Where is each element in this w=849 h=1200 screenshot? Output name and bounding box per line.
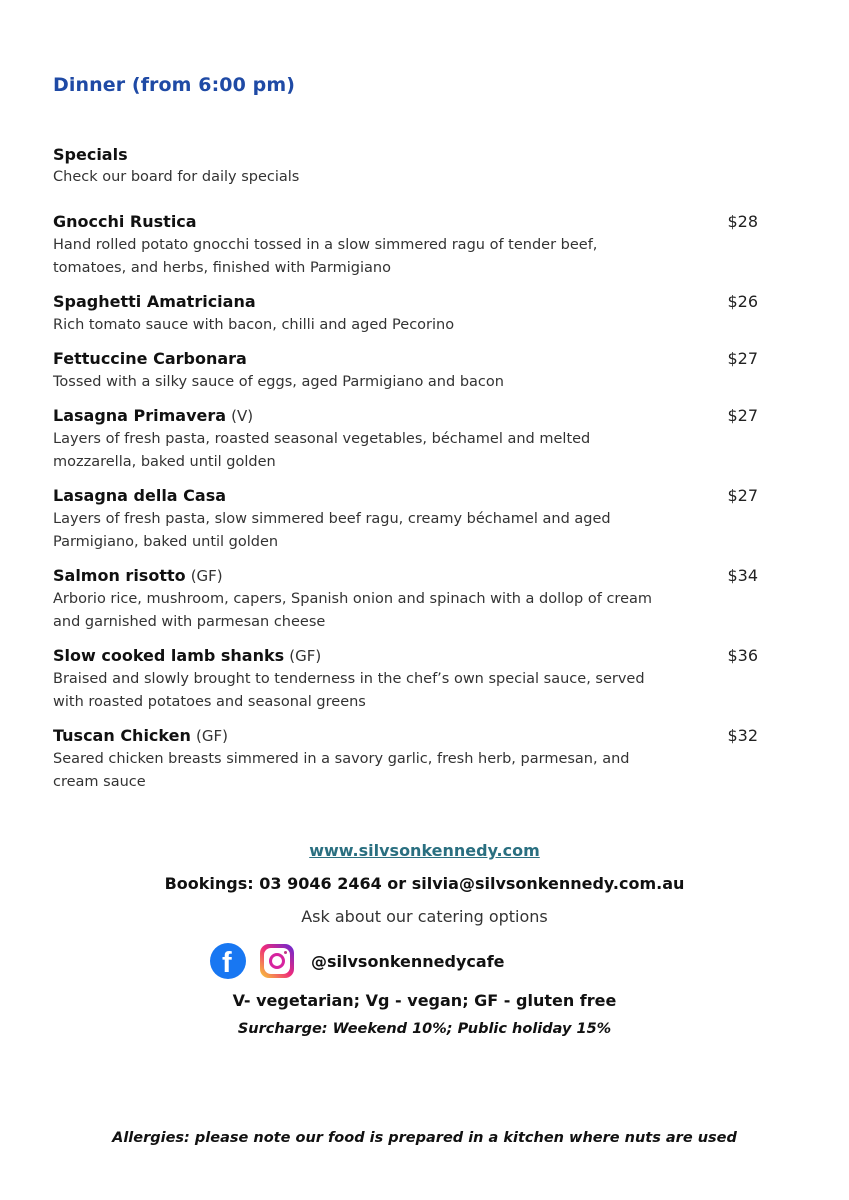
menu-item-name: Fettuccine Carbonara: [53, 349, 247, 368]
menu-item-tag: (GF): [195, 727, 228, 745]
menu-item-price: $32: [727, 726, 758, 745]
menu-item-name: Tuscan Chicken: [53, 726, 191, 745]
website-link[interactable]: www.silvsonkennedy.com: [309, 841, 540, 860]
specials-heading: Specials: [53, 145, 128, 164]
menu-item-price: $36: [727, 646, 758, 665]
menu-item: [53, 406, 758, 474]
menu-item-tag: (GF): [289, 647, 322, 665]
menu-item-description: Seared chicken breasts simmered in a savory garlic, fresh herb, parmesan, and cream sauce: [53, 751, 630, 790]
specials-description: Check our board for daily specials: [53, 169, 300, 185]
instagram-icon[interactable]: [260, 944, 294, 978]
menu-item: [53, 566, 758, 634]
menu-item-price: $27: [727, 486, 758, 505]
menu-item: [53, 486, 758, 554]
menu-item-price: $27: [727, 349, 758, 368]
dietary-legend: V- vegetarian; Vg - vegan; GF - gluten free: [232, 991, 617, 1010]
social-row: [210, 942, 505, 980]
bookings-info: Bookings: 03 9046 2464 or silvia@silvsonkennedy.com.au: [164, 874, 685, 893]
menu-item-description: Tossed with a silky sauce of eggs, aged Parmigiano and bacon: [53, 374, 504, 390]
menu-item-name: Spaghetti Amatriciana: [53, 292, 256, 311]
menu-item: [53, 349, 758, 394]
menu-item-description: Hand rolled potato gnocchi tossed in a slow simmered ragu of tender beef, tomatoes, and herbs, finished with Parmigiano: [53, 237, 598, 276]
allergies-note: Allergies: please note our food is prepared in a kitchen where nuts are used: [112, 1130, 737, 1146]
menu-item-price: $34: [727, 566, 758, 585]
menu-item: [53, 646, 758, 714]
menu-item-name: Slow cooked lamb shanks: [53, 646, 285, 665]
menu-item-name: Lasagna della Casa: [53, 486, 227, 505]
surcharge-note: Surcharge: Weekend 10%; Public holiday 15%: [237, 1021, 612, 1037]
menu-item-price: $27: [727, 406, 758, 425]
menu-item-description: Layers of fresh pasta, slow simmered beef ragu, creamy béchamel and aged Parmigiano, baked until golden: [53, 511, 611, 550]
page-title: Dinner (from 6:00 pm): [53, 74, 296, 96]
menu-item-name: Lasagna Primavera: [53, 406, 227, 425]
menu-item-name: Salmon risotto: [53, 566, 186, 585]
specials-section: [53, 145, 299, 185]
menu-item-description: Layers of fresh pasta, roasted seasonal vegetables, béchamel and melted mozzarella, baked until golden: [53, 431, 591, 470]
menu-item-name: Gnocchi Rustica: [53, 212, 197, 231]
menu-item-description: Braised and slowly brought to tenderness in the chef’s own special sauce, served with roasted potatoes and seasonal greens: [53, 671, 645, 710]
menu-item: [53, 726, 758, 794]
facebook-icon[interactable]: f: [210, 943, 246, 979]
menu-item-price: $28: [727, 212, 758, 231]
menu-item-tag: (V): [231, 407, 254, 425]
menu-item-description: Arborio rice, mushroom, capers, Spanish onion and spinach with a dollop of cream and garnished with parmesan cheese: [53, 591, 652, 630]
menu-item: [53, 212, 758, 280]
menu-list: [53, 212, 758, 806]
menu-item: [53, 292, 758, 337]
menu-item-tag: (GF): [190, 567, 223, 585]
social-handle[interactable]: @silvsonkennedycafe: [311, 951, 505, 971]
menu-item-price: $26: [727, 292, 758, 311]
menu-item-description: Rich tomato sauce with bacon, chilli and aged Pecorino: [53, 317, 455, 333]
catering-note: Ask about our catering options: [301, 907, 548, 926]
